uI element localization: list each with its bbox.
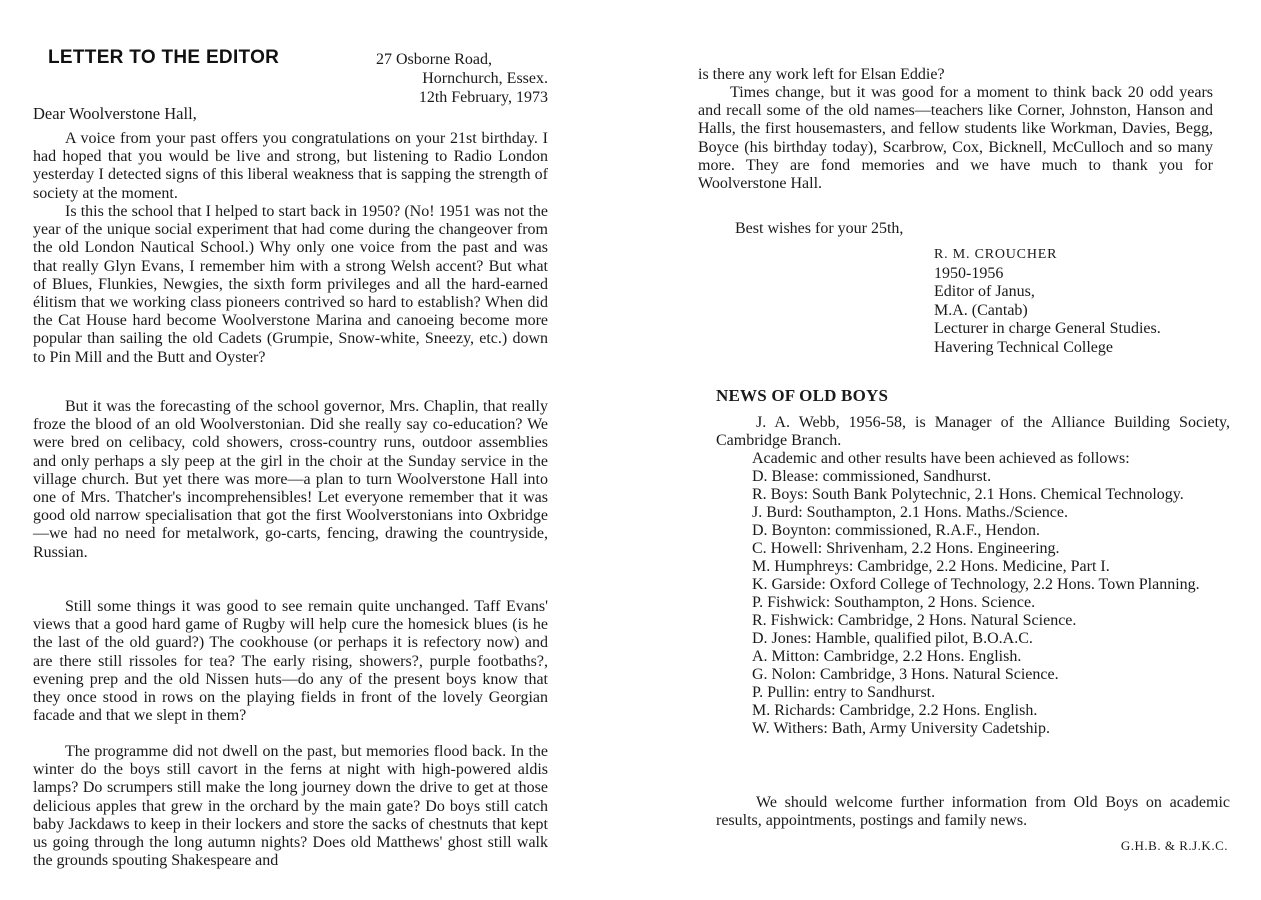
list-item: R. Boys: South Bank Polytechnic, 2.1 Hons. Chemical Technology.	[752, 486, 1184, 503]
list-item: C. Howell: Shrivenham, 2.2 Hons. Engineering.	[752, 540, 1060, 557]
list-item: A. Mitton: Cambridge, 2.2 Hons. English.	[752, 648, 1022, 665]
signature-line: Havering Technical College	[934, 338, 1113, 356]
list-item: M. Humphreys: Cambridge, 2.2 Hons. Medicine, Part I.	[752, 558, 1110, 575]
list-item: G. Nolon: Cambridge, 3 Hons. Natural Science.	[752, 666, 1059, 683]
letter-paragraph: A voice from your past offers you congratulations on your 21st birthday. I had hoped that you would be live and strong, but listening to Radio London yesterday I detected signs of this liberal weakness that is sapping the strength of society at the moment.	[33, 130, 548, 202]
letter-paragraph: Is this the school that I helped to start back in 1950? (No! 1951 was not the year of the unique social experiment that had come during the changeover from the old London Nautical School.) Why only one voice from the past and was that really Glyn Evans, I remember him with a strong Welsh accent? But what of Blues, Flunkies, Newgies, the sixth form privileges and all the hard-earned élitism that we working class pioneers contrived so hard to establish? When did the Cat House hard become Woolverstone Marina and canoeing become more popular than sailing the old Cadets (Grumpie, Snow-white, Sneezy, etc.) down to Pin Mill and the Butt and Oyster?	[33, 203, 548, 366]
editor-initials: G.H.B. & R.J.K.C.	[1120, 838, 1228, 853]
signature-line: Editor of Janus,	[934, 283, 1035, 300]
news-heading: NEWS OF OLD BOYS	[716, 386, 889, 405]
results-intro: Academic and other results have been achieved as follows:	[752, 450, 1130, 467]
letter-paragraph: But it was the forecasting of the school governor, Mrs. Chaplin, that really froze the blood of an old Woolverstonian. Did she really say co-education? We were bred on celibacy, cold showers, cross-country runs, outdoor assemblies and only perhaps a sly peep at the girl in the choir at the Sunday service in the village church. But yet there was more—a plan to turn Woolverstone Hall into one of Mrs. Thatcher's incomprehensibles! Let everyone remember that it was good old narrow specialisation that got the first Woolverstonians into Oxbridge—we had no need for metalwork, go-carts, fencing, drawing the countryside, Russian.	[33, 398, 548, 561]
list-item: W. Withers: Bath, Army University Cadetship.	[752, 720, 1050, 737]
letter-date: 12th February, 1973	[418, 89, 548, 106]
signature-line: Lecturer in charge General Studies.	[934, 320, 1161, 337]
list-item: P. Fishwick: Southampton, 2 Hons. Science.	[752, 594, 1036, 611]
letter-heading: LETTER TO THE EDITOR	[48, 47, 280, 68]
letter-continuation: is there any work left for Elsan Eddie?	[698, 66, 945, 83]
signature-name: R. M. CROUCHER	[934, 247, 1058, 262]
right-page	[690, 0, 1250, 900]
list-item: P. Pullin: entry to Sandhurst.	[752, 684, 936, 701]
left-page	[0, 0, 560, 900]
list-item: D. Blease: commissioned, Sandhurst.	[752, 468, 992, 485]
list-item: K. Garside: Oxford College of Technology, 2.2 Hons. Town Planning.	[752, 576, 1200, 593]
signature-line: 1950-1956	[934, 264, 1004, 282]
signature-line: M.A. (Cantab)	[934, 301, 1028, 319]
results-list	[752, 468, 1230, 738]
letter-paragraph: Still some things it was good to see remain quite unchanged. Taff Evans' views that a good hard game of Rugby will help cure the homesick blues (is he the last of the old guard?) The cookhouse (or perhaps it is refectory now) and are there still rissoles for tea? The early rising, showers?, purple footbaths?, evening prep and the old Nissen huts—do any of the present boys know that they once stood in rows on the playing fields in front of the lovely Georgian facade and that we slept in them?	[33, 598, 548, 725]
salutation: Dear Woolverstone Hall,	[33, 104, 197, 123]
list-item: J. Burd: Southampton, 2.1 Hons. Maths./Science.	[752, 504, 1068, 521]
address-town: Hornchurch, Essex.	[422, 70, 548, 87]
sender-address	[370, 50, 548, 107]
closing-paragraph: We should welcome further information from Old Boys on academic results, appointments, postings and family news.	[716, 794, 1230, 829]
sign-off: Best wishes for your 25th,	[735, 220, 904, 237]
letter-paragraph: The programme did not dwell on the past, but memories flood back. In the winter do the boys still cavort in the ferns at night with high-powered aldis lamps? Do scrumpers still make the long journey down the drive to get at those delicious apples that grew in the orchard by the main gate? Do boys still catch baby Jackdaws to keep in their lockers and store the sacks of chestnuts that kept us going through the long autumn nights? Does old Matthews' ghost still walk the grounds spouting Shakespeare and	[33, 743, 548, 870]
list-item: R. Fishwick: Cambridge, 2 Hons. Natural Science.	[752, 612, 1077, 629]
news-lead-paragraph: J. A. Webb, 1956-58, is Manager of the Alliance Building Society, Cambridge Branch.	[716, 414, 1230, 449]
list-item: D. Boynton: commissioned, R.A.F., Hendon.	[752, 522, 1041, 539]
signature-block	[934, 246, 1161, 357]
list-item: D. Jones: Hamble, qualified pilot, B.O.A.C.	[752, 630, 1033, 647]
address-street: 27 Osborne Road,	[376, 51, 492, 68]
letter-paragraph: Times change, but it was good for a moment to think back 20 odd years and recall some of the old names—teachers like Corner, Johnston, Hanson and Halls, the first housemasters, and fellow students like Workman, Davies, Begg, Boyce (his birthday today), Scarbrow, Cox, Bicknell, McCulloch and so many more. They are fond memories and we have much to thank you for Woolverstone Hall.	[698, 84, 1213, 193]
list-item: M. Richards: Cambridge, 2.2 Hons. English.	[752, 702, 1038, 719]
